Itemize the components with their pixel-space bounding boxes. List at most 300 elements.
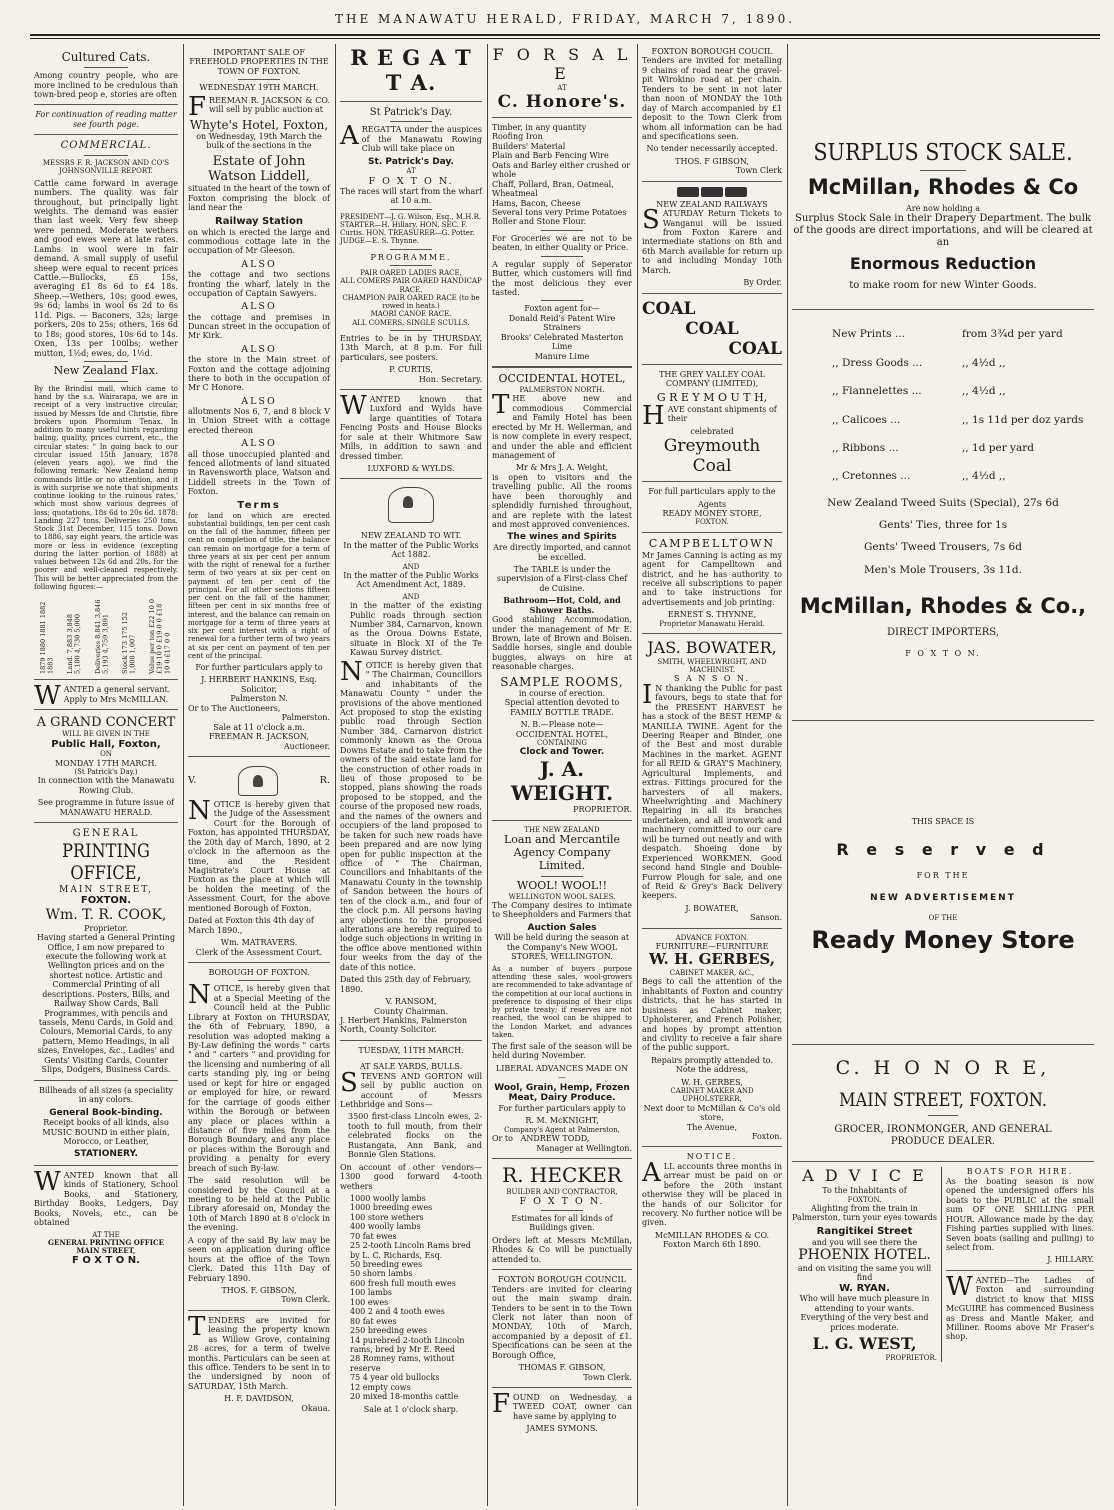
auction-text: Will be held during the season at the Company's New WOOL STORES, WELLINGTON. [494,933,630,962]
mrc-heading: McMillan, Rhodes & Co [807,175,1079,200]
luxford-ad: WANTED known that Luxford and Wylds have large quantities of Totara Fencing Posts and House Blocks for sale at their Whitmore Saw Mills, in addition to sawn and dressed timber. [340,390,482,461]
next-door: Next door to McMillan & Co's old store, [643,1103,781,1123]
sale-text-2: on Wednesday, 19th March the bulk of the sections in the [196,131,322,151]
foxton-coal: FOXTON. [695,518,729,527]
sale-title: IMPORTANT SALE OF FREEHOLD PROPERTIES IN THE TOWN OF FOXTON. [189,48,329,76]
foxton-mrc: F O X T O N. [905,648,981,658]
foxton-hecker: F O X T O N. [519,1195,605,1207]
wool-text: The Company desires to intimate to Sheepholders and Farmers that [492,900,632,920]
weight-name: Mr & Mrs J. A. Weight, [515,463,609,473]
stock-1: 3500 first-class Lincoln ewes, 2-tooth to full mouth, from their celebrated flocks on the Rustangata, Ann Bank, and Bonnie Glen Stations. [348,1112,482,1160]
printing-text: Having started a General Printing Office, I am now prepared to execute the following work at Wellington prices and on the shortest notice. Artistic and Commercial Printing of all descriptions. Posters, Bills, and Railway Show Cards, Ball Programmes, with pencils and tassels, Menu Cards, in Gold and Colours, Memorial Cards, to any pattern, Memo Headings, in all sizes, Envelopes, &c., Ladies' and Gents' Visiting Cards, Counter Slips, Dodgers, Business Cards. [36,933,176,1075]
flax-table-row: Stock 173 175 152 1,008 1,007 [120,612,137,675]
cats-title: Cultured Cats. [61,50,151,64]
bowater-text: I N thanking the Public for past favours, begs to state that for the PRESENT HARVEST he has a stock of the BEST HEMP & MANILLA TWINE. Agent for the Deering Reaper and Binder, one of the Best and most durable Machines in the market. AGENT for all REID & GRAY'S Machinery, Agricultural Implements, and extras. Fittings procured for the harvesters of all makers. Wheelwrighting and Machinery Repairing in all its branches undertaken, and all ironwork and machinery committed to our care will be turned out neatly and with despatch. Shoeing done by Experienced WORKMEN. Good second hand Single and Double-Furrow Plough for sale, and one of Reid & Grey's Back Delivery keepers. [642,679,782,901]
sanson-2: Sanson. [749,913,782,923]
gents-ties: Gents' Ties, three for 1s [878,519,1008,532]
continuation-note: For continuation of reading matter see fourth page. [35,110,177,129]
divider [920,170,965,171]
divider [238,980,281,981]
rail-text: SATURDAY Return Tickets to Wanganui will be issued from Foxton Karere and intermediate stations on 8th and 6th March available for return up to and including Monday 10th March. [642,205,782,275]
c-honore: C. H O N O R E, [835,1057,1051,1080]
price-row: New Prints ... from 3¾d per yard [832,328,1063,341]
divider [541,230,583,231]
wool-sales: WELLINGTON WOOL SALES. [508,892,616,901]
train-engine-icon [642,187,782,197]
mcknight: R. M. McKNIGHT, [525,1116,599,1126]
for-sale-heading: F O R S A L E [492,45,632,83]
tenders-notice: TENDERS are invited for leasing the property known as Willow Grove, containing 28 acres, for a term of twelve months. Particulars can be seen at this office. Tenders to be sent in to the undersigned by noon of SATURDAY, 15th March. [188,1311,330,1391]
vr-v: V. [188,775,197,787]
divider [642,633,782,634]
mole-trousers: Men's Mole Trousers, 3s 11d. [864,563,1022,576]
symons: JAMES SYMONS. [526,1424,598,1434]
assessment-notice: NOTICE is hereby given that the Judge of the Assessment Court for the Borough of Foxton, has appointed THURSDAY, the 20th day of March, 1890, at 2 o'clock in the afternoon as the time, and the Resident Magistrate's Court House at Foxton as the place at which will be holden the meeting of the Assessment Court, for the above mentioned Borough of Foxton. [188,795,330,913]
in-course: in course of erection. [518,688,606,698]
for-the: FOR THE [916,871,970,881]
auctioneer: Auctioneer. [283,741,330,751]
price-row: ,, Flannelettes ... ,, 4½d ,, [832,385,1006,398]
stock-2: On account of other vendors— 1300 good forward 4-tooth wethers [340,1162,482,1191]
at-label: AT [406,167,416,176]
buyers-note: As a number of buyers purpose attending these sales, wool-growers are recommended to take advantage of the competition at our local auctions in preference to disposing of their clips by private treaty; if reserves are not reached, the wool can be shipped to the London Market, and advances taken. [492,964,632,1039]
this-space: THIS SPACE IS [911,817,975,827]
estate-name: Estate of John Watson Liddell, [208,153,310,185]
containing: CONTAINING [537,739,587,748]
pw-act: In the matter of the Public Works Act 1882. [343,540,479,560]
constant-shipments: HAVE constant shipments of their [642,400,777,431]
campbelltown-text: Mr James Canning is acting as my agent for Campelltown and district, and he has authority to receive all subscriptions to paper and to take instructions for advertisements and job printing. [642,550,782,607]
railways-heading: NEW ZEALAND RAILWAYS [656,199,768,209]
masthead-rule-thin [30,38,1100,39]
commercial-heading: COMMERCIAL. [60,140,152,152]
luxford-sign: LUXFORD & WYLDS. [367,464,455,474]
masthead-rule [30,34,1100,36]
honore-main-street: MAIN STREET, FOXTON. [838,1089,1047,1112]
thynne-sub: Proprietor Manawatu Herald. [659,619,765,628]
nz-to-wit: NEW ZEALAND TO WIT. [360,531,462,541]
new-advertisement: NEW ADVERTISEMENT [870,892,1016,903]
foxton-label: FOXTON. [80,895,132,907]
mrc-heading-2: McMillan, Rhodes & Co., [799,594,1087,619]
campbelltown: CAMPBELLTOWN [648,536,776,550]
concert-programme: See programme in future issue of MANAWATU HERALD. [37,798,175,817]
borough-text-2: The said resolution will be considered by the Council at a meeting to be held at the Public Library aforesaid on, Monday the 10th of March 1890 at 8 o'clock in the evening. [188,1176,330,1233]
no-tender: No tender necessarily accepted. [646,144,778,154]
sale-time: Sale at 11 o'clock a.m. [213,722,305,732]
divider [541,876,583,877]
borough-heading: BOROUGH OF FOXTON. [208,967,310,977]
lg-west: L. G. WEST, [812,1334,917,1354]
estimates: Estimates for all kinds of Buildings given. [511,1214,613,1233]
borough-notice: NOTICE, is hereby given that at a Special Meeting of the Council held at the Public Library at Foxton on THURSDAY, the 6th of February, 1890, a resolution was adopted making a By-Law defining the words " carts " and " carters " and providing for the licensing and numbering of all carts standing ply, ing or being used or kept for hire or engaged or employed for hire, or reward for the carriage of goods either within the Borough or between any place or places within a distance of five miles from the Borough Boundary, and any place or places within the Borough and providing a penalty for every breach of such By-law. [188,980,330,1173]
report-heading: MESSRS F. R. JACKSON AND CO'S JOHNSONVILLE REPORT. [42,159,170,176]
phoenix-ad [792,1167,942,1362]
also-label: ALSO [241,438,277,450]
auction-sales: Auction Sales [527,922,597,933]
price-row: ,, Cretonnes ... ,, 4½d ,, [832,470,1006,483]
concert-venue: Public Hall, Foxton, [51,738,161,750]
divider [946,1270,1094,1271]
vr-r: R. [319,775,330,787]
divider [642,1146,782,1147]
divider [492,820,632,821]
terms-further: For further particulars apply to [195,663,323,673]
sale-date: WEDNESDAY 19TH MARCH. [199,83,319,93]
manure-lime: Manure Lime [534,351,590,361]
flax-title: New Zealand Flax. [53,363,159,377]
divider [492,117,632,118]
cabinet-maker: CABINET MAKER, &C., [669,969,755,978]
nb-note: N. B.—Please note— [520,720,604,730]
st-patricks-day: St. Patrick's Day. [368,156,454,167]
wanted-known: WANTED known that all kinds of Stationery, School Books, and Stationery, Birthday Books, Ledgers, Day Books, Novels, etc., can be obtained [34,1167,178,1228]
sale-text-6: the cottage and premises in Duncan street in the occupation of Mr Kirk. [188,312,330,341]
palmerston-2: Palmerston. [281,713,330,723]
occidental-2: OCCIDENTAL HOTEL, [515,729,609,739]
divider [492,1387,632,1388]
divider [390,330,433,331]
divider [340,101,482,102]
freeman: FREEMAN R. JACKSON, [208,732,310,742]
of-the: OF THE [928,913,958,922]
sale-text-7: the store in the Main street of Foxton and the cottage adjoining there to both in the occupation of Mr C Honore. [188,355,330,393]
okaua: Okaua. [301,1403,330,1413]
gerbes-text: Begs to call the attention of the inhabitants of Foxton and country districts, that he has started in business as Cabinet maker, Upholsterer, and French Polisher, and hopes by prompt attention and civility to receive a fair share of the public support. [642,977,782,1053]
entries: Entries to be in by THURSDAY, 13th March, at 8 p.m. For full particulars, see posters. [340,333,482,362]
honores-heading: C. Honore's. [497,92,627,112]
boats-ad [942,1167,1094,1362]
hotel-text: THE above new and commodious Commercial and Family Hotel has been erected by Mr H. Wellerman, and is now complete in every respect, and under the able and efficient management of [492,390,632,460]
matravers: Wm. MATRAVERS. [220,938,298,948]
cats-text: Among country people, who are more inclined to be credulous than town-bred peop e, stories are often [34,71,178,100]
special-attention: Special attention devoted to FAMILY BOTTLE TRADE. [504,698,620,717]
divider [390,249,433,250]
terms-text: for land on which are erected substantial buildings, ten per cent cash on the fall of the hammer, fifteen per cent on completion of title, the balance can remain on mortgage for a term of three years at six per cent per annum with the right of renewal for a further term of two years at six per cent on payment of ten per cent of the principal. For all other sections fifteen per cent on the fall of the hammer, fifteen per cent in six months free of interest, and the balance can remain on mortgage for a term of three years at six per cent interest with a right of renewal for a further term of two years at six per cent on payment of ten per cent of the principal. [188,511,330,660]
borough-text-3: A copy of the said By law may be seen on application during office hours at the office of the Town Clerk. Dated this 11th Day of February 1890. [188,1235,330,1283]
bowater: JAS. BOWATER, [647,637,777,657]
agent-palmerston: Company's Agent at Palmerston, [504,1125,620,1134]
flax-table-row: Deliveries 8,841 3,846 5,193 4,759 3,891 [93,599,110,675]
divider [390,265,433,266]
vr-crest [188,762,330,800]
divider [642,928,782,929]
main-street: MAIN STREET, [59,884,153,895]
stock-list: 1000 woolly lambs 1000 breeding ewes 100 store wethers 400 woolly lambs 70 fat ewes 25 2-tooth Lincoln Rams bred by L. C. Richards, Esq. 50 breeding ewes 50 shorn lambs 600 fresh full mouth ewes 100 lambs 100 ewes 400 2 and 4 tooth ewes 80 fat ewes 250 breeding ewes 14 purebred 2-tooth Lincoln rams, bred by Mr E. Reed 28 Romney rams, without reserve 75 4 year old bullocks 12 empty cows 20 mixed 18-months cattle [350,1193,471,1402]
first-sale: The first sale of the season will be held during November. [492,1042,632,1061]
j-bowater: J. BOWATER, [685,903,739,913]
loan-mercantile: Loan and Mercantile Agency Company Limited. [503,832,621,872]
divider [34,1080,178,1081]
sanson: S A N S O N. [673,674,751,684]
manager-wellington: Manager at Wellington. [536,1143,632,1153]
divider [84,381,127,382]
divider [188,1310,330,1311]
or-auctioneers: Or to The Auctioneers, [188,703,281,713]
ready-money-store: READY MONEY STORE, [662,509,762,519]
divider [792,1044,1094,1045]
sale-yards: AT SALE YARDS, BULLS. [359,1062,463,1072]
divider [928,1115,958,1116]
visiting: and on visiting the same you will find [797,1263,932,1283]
railway-station: Railway Station [215,215,303,227]
divider [188,962,330,963]
column-3 [336,44,486,1504]
divider [238,79,281,80]
whg: W. H. GERBES, [681,1077,743,1087]
sale-intro: FREEMAN R. JACKSON & CO. will sell by public auction at [188,91,330,122]
divider [34,1165,178,1166]
proprietor-name: Wm. T. R. COOK, [45,907,167,924]
ja-weight: J. A. WEIGHT. [510,756,614,805]
tweed-trousers: Gents' Tweed Trousers, 7s 6d [864,541,1022,554]
divider [492,1269,632,1270]
st-patricks: St Patrick's Day. [369,106,453,118]
divider [642,364,782,365]
column-4 [488,44,636,1504]
alighting: Alighting from the train in Palmerston, turn your eyes towards [792,1204,937,1223]
concert-text: In connection with the Manawatu Rowing Club. [37,776,175,795]
full-particulars: For full particulars apply to the [648,487,776,497]
at-label: AT [557,83,567,92]
ready-money-store-heading: Ready Money Store [811,925,1075,954]
accounts-notice: ALL accounts three months in arrear must be paid on or before the 20th instant otherwise they will be placed in the hands of our Solicitor for recovery. No further notice will be given. [642,1157,782,1228]
west-proprietor: PROPRIETOR. [885,1353,938,1362]
concert-sub: WILL BE GIVEN IN THE [62,730,150,739]
hankins: J. HERBERT HANKINS, Esq. [201,675,317,685]
price-row: ,, Dress Goods ... ,, 4½d ,, [832,356,1006,369]
mcguire-ad: WANTED—The Ladies of Foxton and surrounding district to know that MISS McGUIRE has commenced Business as Dress and Mantle Maker, and Milliner. Rooms above Mr Fraser's shop. [946,1271,1094,1342]
officers: PRESIDENT—J. G. Wilson, Esq., M.H.R. STARTER—H. Hillary. HON. SEC. F. Curtis. HON. TREASURER—G. Potter. JUDGE—E. S. Thynne. [340,212,482,246]
coal-3: COAL [728,338,782,359]
notice-dated: Dated at Foxton this 4th day of March 1890., [188,916,314,935]
celebrated: celebrated [690,426,734,436]
council-heading: FOXTON BOROUGH COUNCIL [498,1275,626,1285]
divider [792,309,1094,310]
divider [390,121,433,122]
prog-item: ALL COMERS PAIR OARED HANDICAP RACE. [340,277,482,294]
notice-date: Foxton March 6th 1890. [662,1240,762,1250]
sale-time: Sale at 1 o'clock sharp. [363,1404,459,1414]
sale-text-3: situated in the heart of the town of Foxton comprising the block of land near the [188,184,330,213]
price-row: ,, Ribbons ... ,, 1d per yard [832,441,1034,454]
concert-on: ON [100,750,112,759]
gpo-label: GENERAL PRINTING OFFICE [48,1237,164,1247]
notice-dated: Dated this 25th day of February, 1890. [340,975,472,994]
also-label: ALSO [241,343,277,355]
council-text: Tenders are invited for clearing out the main swamp drain. Tenders to be sent in to the Town Clerk not later than noon of MONDAY, 10th of March, accompanied by a deposit of £1. Specifications can be seen at the Borough Office, [492,1284,632,1360]
gibson: THOS. F. GIBSON, [221,1285,297,1295]
proprietor: PROPRIETOR. [573,805,632,815]
surplus-heading: SURPLUS STOCK SALE. [813,140,1073,166]
builder: BUILDER AND CONTRACTOR, [506,1187,618,1196]
hon-secretary: Hon. Secretary. [418,374,482,384]
also-label: ALSO [241,258,277,270]
divider [34,822,178,823]
further-particulars: For further particulars apply to [498,1103,626,1113]
notice-heading: NOTICE. [686,1152,738,1162]
flax-text: By the Brindisi mail, which came to hand by the s.s. Wairarapa, we are in receipt of a very instructive circular, issued by Messrs Ide and Christie, fibre brokers upon Phormium Tenax. In addition to many useful hints regarding baling, quality, prices current, etc., the circular states: " In going back to our circular issued 15th January, 1878 (eleven years ago), we find the following remark: 'New Zealand hemp commands little or no attention, and it is with surprise we note that shipments continue looking to the ruinous rates,' which must show various degrees of loss; quotations, 18s 6d to 20s 6d. 1878: Landing 227 tons. Deliveries 250 tons. Stock 31st December, 115 tons. Down to 1886, say eight years, the article was more or less in evidence (excepting during the latter portion of 1888) at values between 12s 6d and 20s, for the poorer and well-cleaned respectively. This will be better appreciated from the following figures:— [34,384,178,591]
column-2 [184,44,334,1504]
divider [642,293,782,294]
wines-text: Are directly imported, and cannot be excelled. [493,543,631,562]
orders-left: Orders left at Messrs McMillan, Rhodes & Co will be punctually attended to. [492,1235,632,1264]
repairs: Repairs promptly attended to. Note the address, [650,1055,774,1075]
roads-notice: NOTICE is hereby given that " The Chairman, Councillors and inhabitants of the Manawatu County " under the provisions of the above mentioned Act proposed to stop the existing public road through Section Number 384, Carnarvon district commonly known as the Oroua Downs Estate and to take from the owners of the said estate land for the construction of other roads in lieu of those proposed to be stopped, plans showing the roads proposed to be stopped, and the course of the proposed new roads, and the names of the owners and occupiers of the land proposed to be taken for such new roads have been prepared and are now lying open for public inspection at the office of " The Chairman, Councillors and Inhabitants of the Manawatu County in the township of Sandon between the hours of ten of the clock a.m., and four of the clock p.m. All persons having any objections to the proposed alterations are hereby required to lodge such objections in writing in the office above mentioned within four weeks from the day of the date of this notice. [340,656,482,972]
furniture: FURNITURE—FURNITURE [655,941,769,951]
sale-text-5: the cottage and two sections fronting the wharf, lately in the occupation of Captain Sawyers. [188,270,330,298]
bookbinding: General Book-binding. [49,1107,163,1118]
concert-day: (St Patrick's Day.) [74,768,138,777]
room-text: to make room for new Winter Goods. [849,279,1037,291]
stationery: STATIONERY. [74,1149,138,1160]
flax-table-row: Value per ton £22 10 0 £19 10 0 £19 0 0 £18 10 0 £17 0 0 [148,599,172,675]
mrc-sign: McMILLAN RHODES & CO. [654,1230,770,1240]
concert-date: MONDAY 17TH MARCH. [54,758,158,768]
programme: PROGRAMME. [370,252,452,262]
divider [340,1040,482,1041]
prog-item: ALL COMERS, SINGLE SCULLS. [352,318,470,327]
produce-list: Wool, Grain, Hemp, Frozen Meat, Dairy Produce. [494,1082,630,1104]
and-label: AND [402,562,420,571]
separator-butter: A regular supply of Seperator Butter, which customers will find the most delicious they ever tasted. [492,259,632,298]
occidental-hotel: OCCIDENTAL HOTEL, [498,372,626,386]
main-street-2: MAIN STREET, [76,1246,136,1256]
agents: Agents [697,499,727,509]
divider [792,1161,1094,1162]
flax-table-row: Land. 7,883 3,848 5,180 4,730 5,000 [66,614,82,675]
wool-heading: WOOL! WOOL!! [516,878,608,892]
grey-valley: THE GREY VALLEY COAL COMPANY (LIMITED), [659,369,765,389]
divider [84,155,127,156]
council-heading: FOXTON BOROUGH COUCIL [651,47,773,56]
town-clerk: Town Clerk. [583,1372,632,1382]
boats-text: As the boating season is now opened the undersigned offers his boats to the PUBLIC at the small sum OF ONE SHILLING PER HOUR. Allowance made by the day. Fishing parties supplied with lines. Seven boats (sailing and pulling) to select from. [946,1176,1094,1252]
divider [642,532,782,533]
tweed-suits: New Zealand Tweed Suits (Special), 27s 6d [827,496,1059,509]
the-nz: THE NEW ZEALAND [524,825,600,834]
liberal-advances: LIBERAL ADVANCES MADE ON— [495,1063,629,1083]
town-clerk: Town Clerk [735,166,782,176]
w-ryan: W. RYAN. [839,1282,890,1294]
foxton-advice: FOXTON. [847,1195,882,1204]
solicitor: Solicitor, [241,684,277,694]
advance-foxton: ADVANCE FOXTON. [675,933,749,942]
billheads: Billheads of all sizes (a speciality in any colors. [38,1085,174,1105]
divider [541,256,583,257]
boats-heading: BOATS FOR HIRE. [966,1167,1074,1177]
sale-text-9: all those unoccupied planted and fenced allotments of land situated in Ravensworth place, Watson and Liddell streets in the Town of Foxton. [188,449,330,497]
bottom-ads [792,1167,1094,1362]
davidson: H. F. DAVIDSON, [224,1394,294,1404]
ryan-text: Who will have much pleasure in attending to your wants. Everything of the very best and prices moderate. [799,1294,930,1332]
royal-crest-icon [238,766,278,796]
receipt-books: Receipt books of all kinds, also MUSIC BOUND in either plain, Morocco, or Leather, [42,1118,170,1146]
sample-rooms: SAMPLE ROOMS, [500,674,624,689]
smith-wheelwright: SMITH, WHEELWRIGHT, AND MACHINIST. [657,657,767,675]
see-there: and you will see there the [811,1237,918,1247]
column-6 [788,44,1098,1504]
at-the: AT THE [92,1230,120,1239]
terms-heading: Terms [237,499,281,511]
proprietor-label: Proprietor. [84,923,128,933]
divider [541,300,583,301]
divider [84,67,127,68]
flax-table-row: 1879 1880 1881 1882 1883 [38,601,55,675]
divider [188,756,330,757]
report-text: Cattle came forward in average numbers. The quality was fair throughout, but principally light weights. The demand was easier than last week. Very few sheep were penned. Moderate wethers and good ewes were at late rates. Lambs in wool were in fair demand. A small supply of useful sheep were equal to recent prices Cattle.—Bullocks, £5 15s, averaging £1 8s 6d to £4 18s. Sheep.—Wethers, 10s; good ewes, 9s 6d; lambs in wool 6s 2d to 6s 11d. Pigs. — Baconers, 32s; large porkers, 20s to 25s; others, 16s 6d to 18s; good stores, 10s 6d to 14s. Oxen, 13s per 100lbs; wether mutton, 1½d; ewes, do, 1½d. [34,178,178,358]
or-to: Or to ANDREW TODD, [492,1134,590,1144]
gerbes: W. H. GERBES, [649,950,775,969]
whytes-hotel: Whyte's Hotel, Foxton, [189,117,329,132]
brooks-lime: Brooks' Celebrated Masterton Lime [500,332,624,352]
greymouth: G R E Y M O U T H, [656,390,768,404]
stabling: Good stabling Accommodation, under the management of Mr E. Brown, late of Brown and Boisen. Saddle horses, single and double buggies, always on hire at reasonable charges. [492,615,632,672]
prog-item: MAORI CANOE RACE. [370,310,452,319]
hecker: R. HECKER [502,1162,622,1187]
council-text: Tenders are invited for metalling 9 chains of road near the gravel-pit Wirokino road at per chain. Tenders to be sent in not later than noon of MONDAY the 10th day of March accompanied by £1 deposit to the Town Clerk from whom all information can be had and specifications seen. [642,56,782,141]
stevens-gorton: STEVENS AND GORTON will sell by public auction on account of Messrs Lethbridge and Sons— [340,1067,482,1110]
grocer: GROCER, IRONMONGER, AND GENERAL PRODUCE DEALER. [834,1123,1052,1147]
general-heading: GENERAL [72,828,140,840]
greymouth-coal: Greymouth Coal [663,436,761,477]
foxton-agent: Foxton agent for— [524,304,600,314]
sale-text: Surplus Stock Sale in their Drapery Department. The bulk of the goods are direct importations, and will be cleared at an [793,213,1093,248]
also-label: ALSO [241,301,277,313]
sale-text-4: on which is erected the large and commodious cottage late in the occupation of Mr Gleeson. [188,227,330,256]
masthead: THE MANAWATU HERALD, FRIDAY, MARCH 7, 1890. [334,12,796,26]
palmerston-north: PALMERSTON NORTH. [519,386,605,395]
town-clerk: Town Clerk. [281,1295,330,1305]
divider [492,366,632,368]
divider [390,1058,433,1059]
foxton-2: F O X T O N. [72,1255,140,1267]
divider [492,1158,632,1159]
county-solicitor: J. Herbert Hankins, Palmerston North, County Solicitor. [340,1015,468,1035]
price-row: ,, Calicoes ... ,, 1s 11d per doz yards [832,413,1084,426]
divider [34,679,178,680]
holding: Are now holding a [905,203,981,213]
races-start: The races will start from the wharf at 10 a.m. [340,186,482,206]
divider [642,181,782,182]
regatta-intro: AREGATTA under the auspices of the Manawatu Rowing Club will take place on [340,121,482,154]
groceries: For Groceries we are not to be beaten, in either Quality or Price. [492,233,632,253]
also-label: ALSO [241,395,277,407]
direct-importers: DIRECT IMPORTERS, [887,626,999,638]
rangitikei: Rangitikei Street [816,1225,913,1237]
divider [390,209,433,210]
sale-text-8: allotments Nos 6, 7, and 8 block V in Union Street with a cottage erected thereon [188,407,330,435]
divider [340,478,482,479]
by-order: By Order. [743,278,782,288]
clerk-assessment: Clerk of the Assessment Court. [195,947,323,957]
divider [34,134,178,135]
flax-table [34,594,178,674]
foxton-gerbes: Foxton. [751,1131,782,1141]
foxton-regatta: F O X T O N. [368,175,454,187]
donald-reid: Donald Reid's Patent Wire Strainers [508,313,616,333]
inhabitants: To the Inhabitants of [822,1186,907,1196]
reduction: Enormous Reduction [849,253,1037,273]
cabinet-maker-2: CABINET MAKER AND UPHOLSTERER, [670,1087,754,1104]
table-text: The TABLE is under the supervision of a First-class Chef de Cuisine. [496,564,628,593]
wines-spirits: The wines and Spirits [507,532,617,543]
column-5 [638,44,786,1504]
palmerston: Palmerston N. [230,694,288,704]
ransom: V. RANSOM, [385,997,437,1007]
coal-2: COAL [685,318,739,339]
and-label: AND [402,592,420,601]
